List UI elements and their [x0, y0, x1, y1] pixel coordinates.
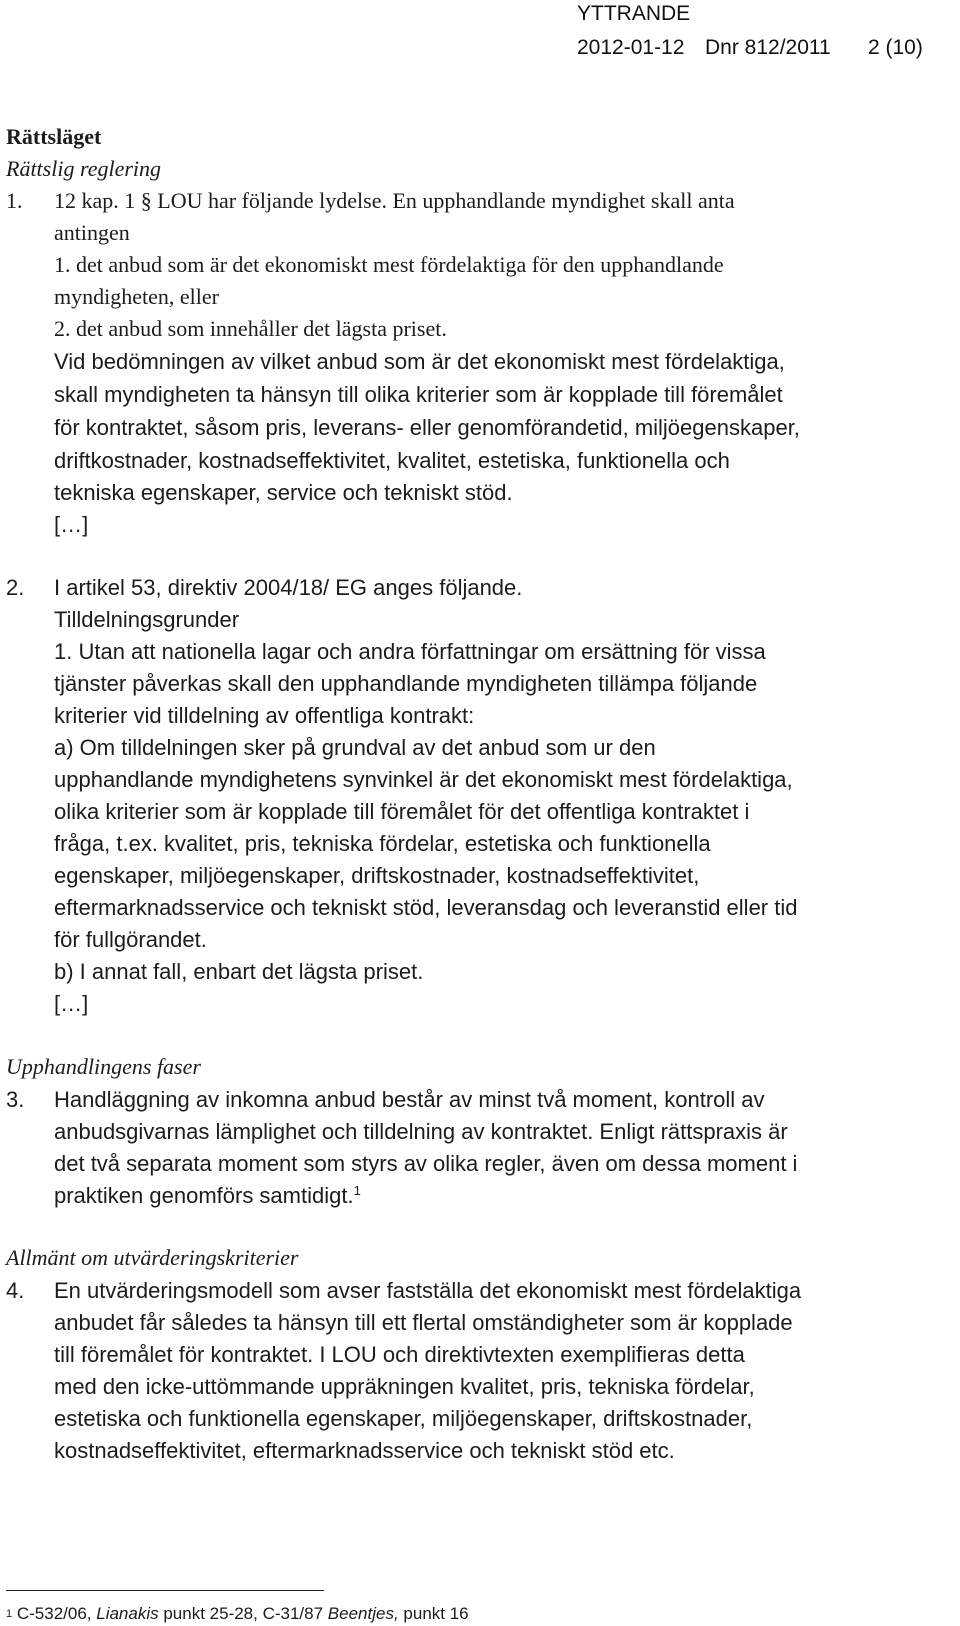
- body-line: estetiska och funktionella egenskaper, miljöegenskaper, driftskostnader,: [54, 1406, 753, 1431]
- quote-line: myndigheten, eller: [54, 284, 219, 309]
- footnote-text: punkt 25-28, C-31/87: [158, 1604, 328, 1623]
- quote-line: för fullgörandet.: [54, 927, 207, 952]
- quote-line: a) Om tilldelningen sker på grundval av det anbud som ur den: [54, 735, 656, 760]
- quote-line: I artikel 53, direktiv 2004/18/ EG anges följande.: [54, 575, 523, 600]
- quote-line: upphandlande myndighetens synvinkel är det ekonomiskt mest fördelaktiga,: [54, 767, 793, 792]
- quote-line: tekniska egenskaper, service och tekniskt stöd.: [54, 480, 513, 505]
- paragraph-number: 2.: [6, 575, 25, 600]
- footnote-reference[interactable]: 1: [353, 1183, 361, 1198]
- quote-line: tjänster påverkas skall den upphandlande myndigheten tillämpa följande: [54, 671, 758, 696]
- quote-line: b) I annat fall, enbart det lägsta priset.: [54, 959, 424, 984]
- body-line: kostnadseffektivitet, eftermarknadsservice och tekniskt stöd etc.: [54, 1438, 675, 1463]
- body-line: till föremålet för kontraktet. I LOU och direktivtexten exemplifieras detta: [54, 1342, 745, 1367]
- quote-line: Tilldelningsgrunder: [54, 607, 240, 632]
- paragraph-number: 4.: [6, 1278, 25, 1303]
- ellipsis: […]: [54, 512, 89, 537]
- body-line: En utvärderingsmodell som avser fastställa det ekonomiskt mest fördelaktiga: [54, 1278, 802, 1303]
- ellipsis: […]: [54, 991, 89, 1016]
- footnote-marker: 1: [6, 1608, 13, 1620]
- quote-line: 2. det anbud som innehåller det lägsta priset.: [54, 316, 447, 341]
- quote-line: 12 kap. 1 § LOU har följande lydelse. En upphandlande myndighet skall anta: [54, 188, 735, 213]
- quote-line: olika kriterier som är kopplade till föremålet för det offentliga kontraktet i: [54, 799, 750, 824]
- footnote-divider: [6, 1590, 324, 1591]
- quote-line: skall myndigheten ta hänsyn till olika kriterier som är kopplade till föremålet: [54, 382, 783, 407]
- quote-line: eftermarknadsservice och tekniskt stöd, leveransdag och leveranstid eller tid: [54, 895, 798, 920]
- quote-line: 1. det anbud som är det ekonomiskt mest fördelaktiga för den upphandlande: [54, 252, 724, 277]
- footnote-case-name: Beentjes,: [327, 1604, 399, 1623]
- footnote-case-name: Lianakis: [96, 1604, 159, 1623]
- document-dnr: Dnr 812/2011: [705, 36, 831, 59]
- section-title: Rättsläget: [6, 124, 102, 149]
- quote-line: fråga, t.ex. kvalitet, pris, tekniska fördelar, estetiska och funktionella: [54, 831, 711, 856]
- paragraph-number: 1.: [6, 188, 23, 213]
- page-number: 2 (10): [868, 36, 923, 59]
- quote-line: Vid bedömningen av vilket anbud som är det ekonomiskt mest fördelaktiga,: [54, 349, 785, 374]
- footnote-text: punkt 16: [398, 1604, 469, 1623]
- subheading-utvarderingskriterier: Allmänt om utvärderingskriterier: [6, 1245, 299, 1270]
- quote-line: egenskaper, miljöegenskaper, driftskostnader, kostnadseffektivitet,: [54, 863, 700, 888]
- body-line: det två separata moment som styrs av olika regler, även om dessa moment i: [54, 1151, 798, 1176]
- document-date: 2012-01-12: [577, 36, 685, 59]
- body-line: Handläggning av inkomna anbud består av minst två moment, kontroll av: [54, 1087, 765, 1112]
- subheading-rattslig-reglering: Rättslig reglering: [6, 156, 162, 181]
- body-line: anbudet får således ta hänsyn till ett flertal omständigheter som är kopplade: [54, 1310, 793, 1335]
- quote-line: 1. Utan att nationella lagar och andra författningar om ersättning för vissa: [54, 639, 766, 664]
- quote-line: kriterier vid tilldelning av offentliga kontrakt:: [54, 703, 475, 728]
- subheading-upphandlingens-faser: Upphandlingens faser: [6, 1054, 201, 1079]
- quote-line: för kontraktet, såsom pris, leverans- eller genomförandetid, miljöegenskaper,: [54, 415, 800, 440]
- body-line: praktiken genomförs samtidigt.: [54, 1183, 354, 1208]
- quote-line: driftkostnader, kostnadseffektivitet, kvalitet, estetiska, funktionella och: [54, 448, 730, 473]
- document-status: YTTRANDE: [577, 2, 691, 25]
- paragraph-number: 3.: [6, 1087, 25, 1112]
- body-line: anbudsgivarnas lämplighet och tilldelning av kontraktet. Enligt rättspraxis är: [54, 1119, 788, 1144]
- footnote: [6, 1604, 469, 1626]
- footnote-text: C-532/06,: [16, 1604, 97, 1623]
- body-line-with-footnote: [54, 1181, 361, 1214]
- body-line: med den icke-uttömmande uppräkningen kvalitet, pris, tekniska fördelar,: [54, 1374, 755, 1399]
- quote-line: antingen: [54, 220, 130, 245]
